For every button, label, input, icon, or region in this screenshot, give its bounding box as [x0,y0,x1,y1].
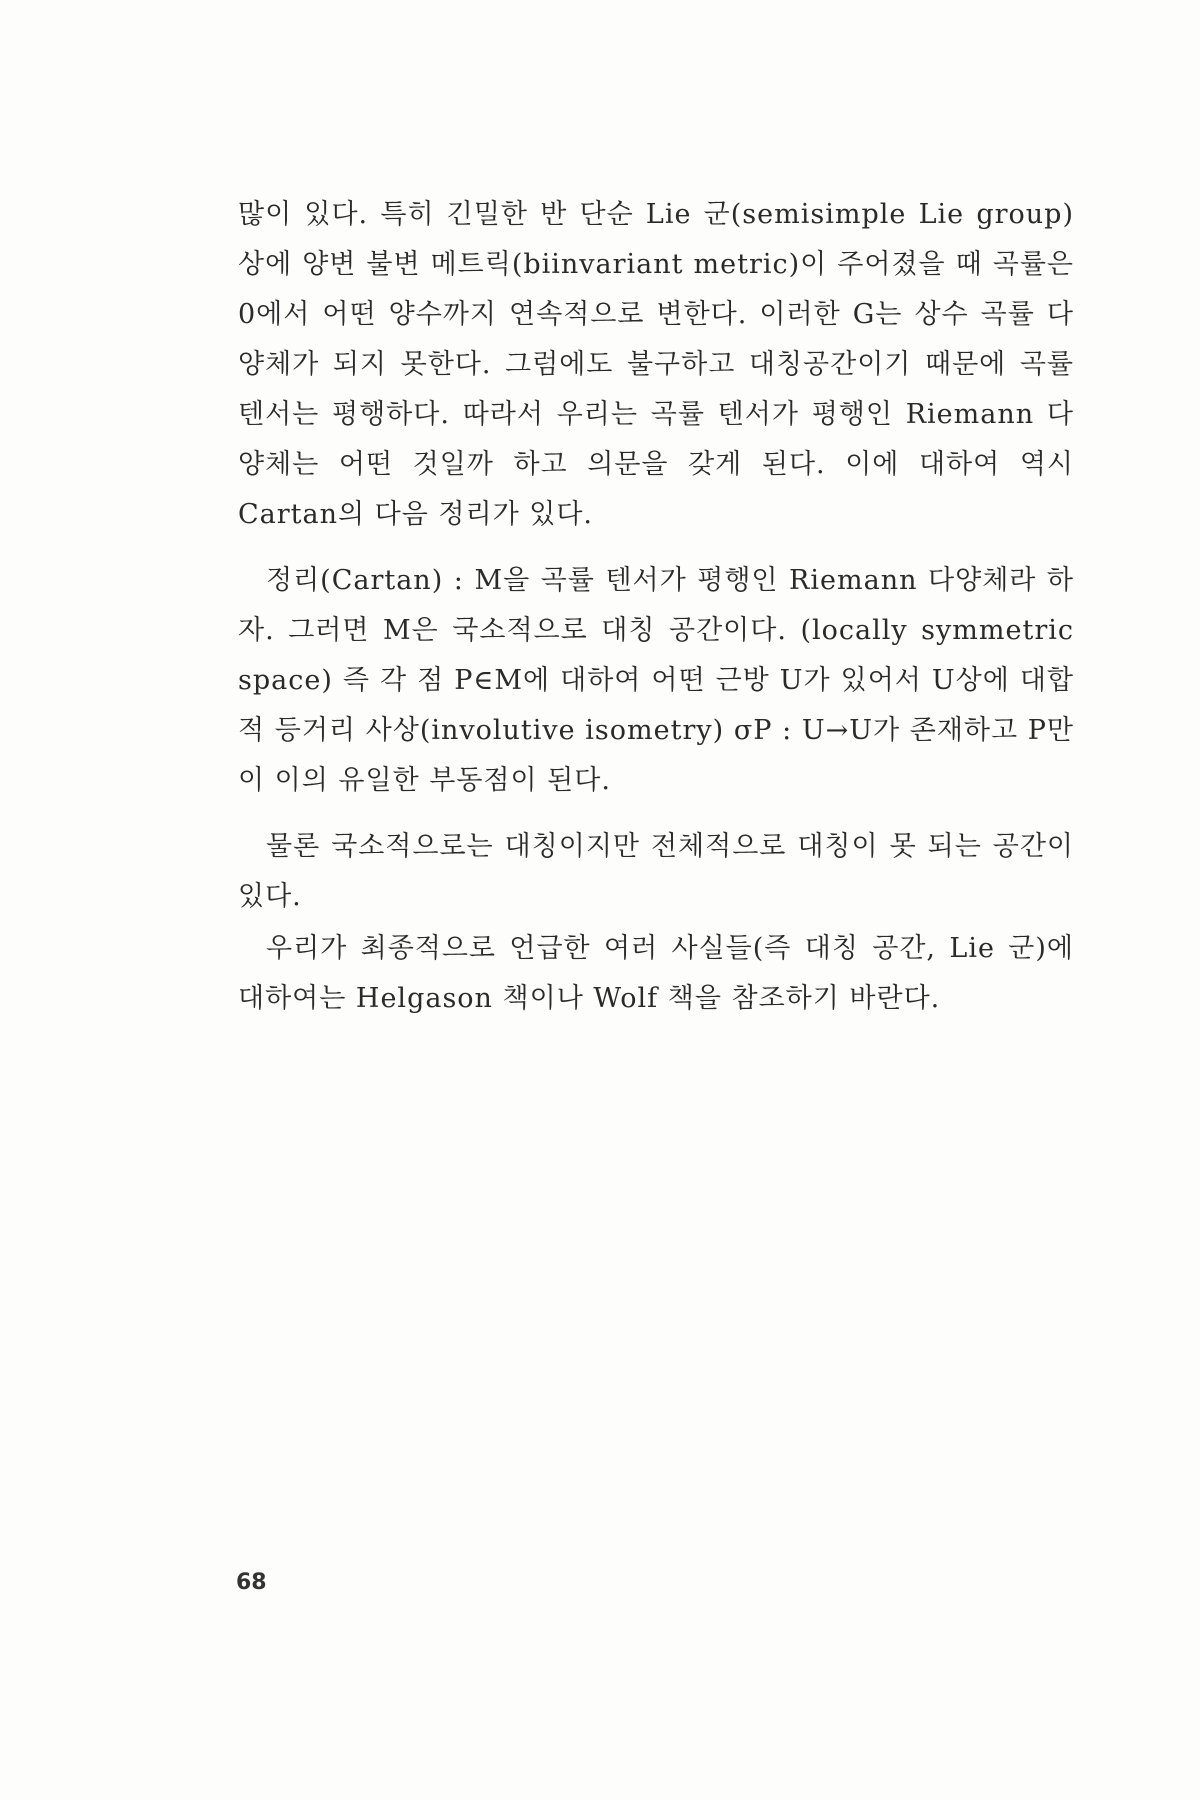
paragraph-theorem: 정리(Cartan) : M을 곡률 텐서가 평행인 Riemann 다양체라 하자. 그러면 M은 국소적으로 대칭 공간이다. (locally symmetric space) 즉 각 점 P∈M에 대하여 어떤 근방 U가 있어서 U상에 대합적 등거리 사상(involutive isometry) σP : U→U가 존재하고 P만이 이의 유일한 부동점이 된다. [238,565,1074,796]
paragraph-intro: 많이 있다. 특히 긴밀한 반 단순 Lie 군(semisimple Lie group)상에 양변 불변 메트릭(biinvariant metric)이 주어졌을 때 곡률은 0에서 어떤 양수까지 연속적으로 변한다. 이러한 G는 상수 곡률 다양체가 되지 못한다. 그럼에도 불구하고 대칭공간이기 때문에 곡률 텐서는 평행하다. 따라서 우리는 곡률 텐서가 평행인 Riemann 다양체는 어떤 것일까 하고 의문을 갖게 된다. 이에 대하여 역시 Cartan의 다음 정리가 있다. [238,199,1074,530]
paragraph-remark: 물론 국소적으로는 대칭이지만 전체적으로 대칭이 못 되는 공간이 있다. [238,831,1074,912]
page-number: 68 [236,1570,267,1595]
paragraph-reference: 우리가 최종적으로 언급한 여러 사실들(즉 대칭 공간, Lie 군)에 대하여는 Helgason 책이나 Wolf 책을 참조하기 바란다. [238,933,1074,1014]
body-text [238,190,1074,1024]
